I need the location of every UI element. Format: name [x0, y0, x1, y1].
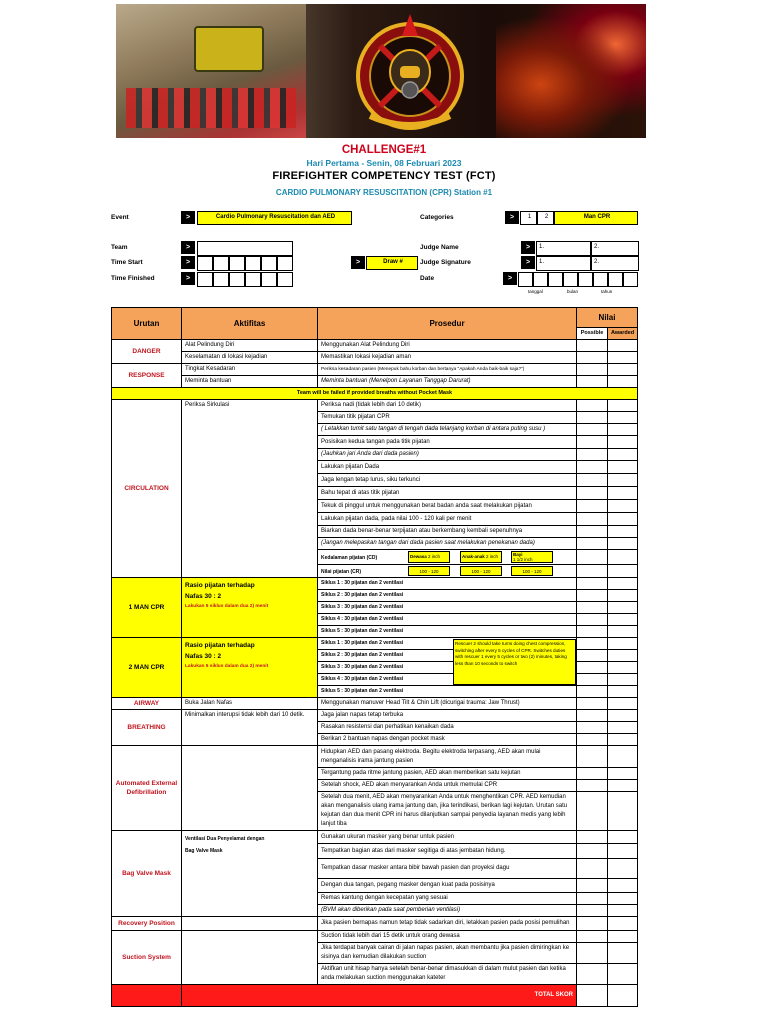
- total-awarded[interactable]: [608, 985, 638, 1007]
- score-awarded[interactable]: [608, 565, 638, 578]
- judge-name-label: Judge Name: [420, 244, 459, 251]
- recovery-activity: [182, 917, 318, 931]
- score-awarded[interactable]: [608, 674, 638, 686]
- section-danger: DANGER: [112, 340, 182, 364]
- time-start-h2[interactable]: [213, 256, 229, 271]
- aed-procedure: Setelah shock, AED akan menyarankan Anda untuk memulai CPR: [318, 780, 577, 792]
- score-possible[interactable]: [577, 424, 608, 436]
- score-possible[interactable]: [577, 578, 608, 590]
- score-possible[interactable]: [577, 831, 608, 844]
- breathing-procedure: Rasakan resistensi dan perhatikan kenaikan dada: [318, 722, 577, 734]
- section-aed: Automated External Defibrillation: [112, 746, 182, 831]
- title-block: [0, 143, 768, 200]
- draw-arrow: >: [351, 256, 365, 269]
- score-awarded[interactable]: [608, 487, 638, 500]
- score-awarded[interactable]: [608, 474, 638, 487]
- date-d2[interactable]: [533, 272, 548, 287]
- aed-procedure: Setelah dua menit, AED akan menyarankan Anda untuk menghentikan CPR. AED kemudian akan menganalisis ulang irama jantung dan, jika terindikasi, berikan lagi kejutan. Urutan satu kejutan dan dua menit CPR ini harus dilanjutkan sampai penyedia layanan medis yang lebih lanjut tiba: [318, 792, 577, 831]
- circulation-procedure: Tekuk di pinggul untuk menggunakan berat badan anda saat melakukan pijatan: [318, 500, 577, 513]
- circulation-procedure: ( Letakkan tumit satu tangan di tengah dada telanjang korban di antara puting susu ): [318, 424, 577, 436]
- section-recovery: Recovery Position: [112, 917, 182, 931]
- scoring-table: [111, 307, 638, 1007]
- date-y4[interactable]: [623, 272, 638, 287]
- judge-name-2[interactable]: 2.: [591, 241, 639, 256]
- score-possible[interactable]: [577, 722, 608, 734]
- breathing-procedure: Berikan 2 bantuan napas dengan pocket mask: [318, 734, 577, 746]
- circulation-procedure: Temukan titik pijatan CPR: [318, 412, 577, 424]
- score-possible[interactable]: [577, 638, 608, 650]
- depth-label: Kedalaman pijatan (CD): [321, 555, 378, 561]
- date-d1[interactable]: [518, 272, 533, 287]
- suction-procedure: Jika terdapat banyak cairan di jalan napas pasien, akan membantu jika pasien dimiringkan ke sisinya dan kemudian dilakukan suction: [318, 943, 577, 964]
- time-start-s2[interactable]: [277, 256, 293, 271]
- score-possible[interactable]: [577, 400, 608, 412]
- score-awarded[interactable]: [608, 538, 638, 550]
- score-awarded[interactable]: [608, 626, 638, 638]
- score-possible[interactable]: [577, 662, 608, 674]
- date-mo1[interactable]: [548, 272, 563, 287]
- judge-name-arrow: >: [521, 241, 535, 254]
- score-awarded[interactable]: [608, 352, 638, 364]
- category-option-1[interactable]: 1: [520, 211, 537, 225]
- category-value: Man CPR: [554, 211, 638, 225]
- bvm-procedure: Tempatkan bagian atas dari masker segitiga di atas jembatan hidung.: [318, 844, 577, 859]
- score-awarded[interactable]: [608, 364, 638, 376]
- rescuer-note: Rescuer 2 should take turns doing chest compression, switching after every 5 cycles of CPR. Switches duties with rescuer 1 every 5 cycles or two (2) minutes, taking less than 10 seconds to switch: [453, 639, 576, 685]
- depth-rate-block: [318, 550, 577, 565]
- airway-procedure: Menggunakan manuver Head Tilt & Chin Lift (dicurigai trauma: Jaw Thrust): [318, 698, 577, 710]
- bvm-procedure: (BVM akan diberikan pada saat pemberian ventilasi): [318, 905, 577, 917]
- rate-label: Nilai pijatan (CR): [321, 569, 362, 575]
- score-awarded[interactable]: [608, 831, 638, 844]
- danger-activity-2: Keselamatan di lokasi kejadian: [182, 352, 318, 364]
- section-suction: Suction System: [112, 931, 182, 985]
- score-awarded[interactable]: [608, 578, 638, 590]
- date-y1[interactable]: [578, 272, 593, 287]
- score-possible[interactable]: [577, 602, 608, 614]
- circulation-activity: Periksa Sirkulasi: [182, 400, 318, 578]
- score-awarded[interactable]: [608, 400, 638, 412]
- score-possible[interactable]: [577, 412, 608, 424]
- date-tanggal-caption: tanggal: [528, 289, 543, 294]
- suction-procedure: Aktifkan unit hisap hanya setelah benar-benar dimasukkan di dalam mulut pasien dan ketika anda melakukan suction menggunakan kateter: [318, 964, 577, 985]
- categories-label: Categories: [420, 214, 454, 221]
- score-possible[interactable]: [577, 686, 608, 698]
- score-possible[interactable]: [577, 931, 608, 943]
- response-procedure-1: Periksa kesadaran pasien (Menepuk bahu korban dan bertanya "Apakah Anda baik-baik saja?"): [318, 364, 577, 376]
- col-nilai: Nilai: [577, 308, 638, 328]
- score-possible[interactable]: [577, 943, 608, 964]
- bvm-procedure: Gunakan ukuran masker yang benar untuk pasien: [318, 831, 577, 844]
- score-possible[interactable]: [577, 844, 608, 859]
- rate-block: [318, 565, 577, 578]
- score-possible[interactable]: [577, 859, 608, 879]
- event-banner: [116, 4, 646, 138]
- depth-bayi: Bayi 1 1/2 inch: [511, 551, 553, 563]
- section-breathing: BREATHING: [112, 710, 182, 746]
- judge-name-1[interactable]: 1.: [536, 241, 591, 256]
- two-man-cycle: Siklus 3 : 30 pijatan dan 2 ventilasi: [318, 662, 577, 674]
- team-field[interactable]: [197, 241, 293, 256]
- time-finished-s2[interactable]: [277, 272, 293, 287]
- score-possible[interactable]: [577, 780, 608, 792]
- circulation-procedure: Bahu tepat di atas titik pijatan: [318, 487, 577, 500]
- date-y3[interactable]: [608, 272, 623, 287]
- time-start-arrow: >: [181, 256, 195, 269]
- response-activity-2: Meminta bantuan: [182, 376, 318, 388]
- challenge-title: CHALLENGE#1: [341, 144, 427, 156]
- score-awarded[interactable]: [608, 614, 638, 626]
- recovery-procedure: Jika pasien bernapas namun tetap tidak sadarkan diri, letakkan pasien pada posisi pemulihan: [318, 917, 577, 931]
- score-awarded[interactable]: [608, 780, 638, 792]
- day-subtitle: Hari Pertama - Senin, 08 Februari 2023: [306, 158, 462, 168]
- one-man-cycle: Siklus 1 : 30 pijatan dan 2 ventilasi: [318, 578, 577, 590]
- score-possible[interactable]: [577, 449, 608, 461]
- banner-machine: [194, 26, 264, 72]
- score-possible[interactable]: [577, 698, 608, 710]
- banner-swirl: [496, 4, 646, 138]
- section-airway: AIRWAY: [112, 698, 182, 710]
- score-possible[interactable]: [577, 792, 608, 831]
- one-man-cycle: Siklus 3 : 30 pijatan dan 2 ventilasi: [318, 602, 577, 614]
- event-arrow: >: [181, 211, 195, 224]
- score-possible[interactable]: [577, 538, 608, 550]
- score-possible[interactable]: [577, 487, 608, 500]
- fail-note: Team will be failed if provided breaths without Pocket Mask: [112, 388, 638, 400]
- time-start-m1[interactable]: [229, 256, 245, 271]
- total-possible[interactable]: [577, 985, 608, 1007]
- score-awarded[interactable]: [608, 500, 638, 513]
- score-possible[interactable]: [577, 500, 608, 513]
- col-urutan: Urutan: [112, 308, 182, 340]
- score-awarded[interactable]: [608, 376, 638, 388]
- two-man-cycle: Siklus 2 : 30 pijatan dan 2 ventilasi: [318, 650, 577, 662]
- score-awarded[interactable]: [608, 844, 638, 859]
- score-possible[interactable]: [577, 461, 608, 474]
- score-possible[interactable]: [577, 376, 608, 388]
- score-awarded[interactable]: [608, 340, 638, 352]
- score-awarded[interactable]: [608, 859, 638, 879]
- one-man-activity: Rasio pijatan terhadap Nafas 30 : 2 Lakukan 5 siklus dalam dua 2) menit: [182, 578, 318, 638]
- score-possible[interactable]: [577, 364, 608, 376]
- two-man-cycle: Siklus 1 : 30 pijatan dan 2 ventilasi Rescuer 2 should take turns doing chest compression, switching after every 5 cycles of CPR. Switches duties with rescuer 1 every 5 cycles or two (2) minutes, taking less than 10 seconds to switch: [318, 638, 577, 650]
- danger-activity-1: Alat Pelindung Diri: [182, 340, 318, 352]
- score-awarded[interactable]: [608, 590, 638, 602]
- col-aktifitas: Aktifitas: [182, 308, 318, 340]
- team-arrow: >: [181, 241, 195, 254]
- one-man-cycle: Siklus 5 : 30 pijatan dan 2 ventilasi: [318, 626, 577, 638]
- date-mo2[interactable]: [563, 272, 578, 287]
- circulation-procedure: (Jauhkan jari Anda dari dada pasien): [318, 449, 577, 461]
- danger-procedure-2: Memastikan lokasi kejadian aman: [318, 352, 577, 364]
- score-possible[interactable]: [577, 526, 608, 538]
- score-possible[interactable]: [577, 917, 608, 931]
- time-start-m2[interactable]: [245, 256, 261, 271]
- event-value: Cardio Pulmonary Resuscitation dan AED: [197, 211, 352, 225]
- circulation-procedure: (Jangan melepaskan tangan dari dada pasien saat melakukan penekanan dada): [318, 538, 577, 550]
- test-title: FIREFIGHTER COMPETENCY TEST (FCT): [272, 170, 496, 182]
- score-possible[interactable]: [577, 436, 608, 449]
- rate-dewasa: 100 - 120: [408, 566, 450, 576]
- score-awarded[interactable]: [608, 461, 638, 474]
- breathing-activity: Minimalkan interupsi tidak lebih dari 10 detik.: [182, 710, 318, 746]
- section-bvm: Bag Valve Mask: [112, 831, 182, 917]
- circulation-procedure: Lakukan pijatan Dada: [318, 461, 577, 474]
- score-awarded[interactable]: [608, 662, 638, 674]
- score-awarded[interactable]: [608, 424, 638, 436]
- time-start-h1[interactable]: [197, 256, 213, 271]
- score-awarded[interactable]: [608, 905, 638, 917]
- date-tahun-caption: tahun: [601, 289, 613, 294]
- categories-arrow: >: [505, 211, 519, 224]
- suction-procedure: Suction tidak lebih dari 15 detik untuk orang dewasa: [318, 931, 577, 943]
- time-finished-h1[interactable]: [197, 272, 213, 287]
- score-possible[interactable]: [577, 734, 608, 746]
- score-awarded[interactable]: [608, 917, 638, 931]
- score-awarded[interactable]: [608, 879, 638, 893]
- date-label: Date: [420, 275, 435, 282]
- score-awarded[interactable]: [608, 686, 638, 698]
- score-awarded[interactable]: [608, 436, 638, 449]
- two-man-cycle: Siklus 4 : 30 pijatan dan 2 ventilasi: [318, 674, 577, 686]
- col-possible: Possible: [577, 328, 608, 340]
- airway-activity: Buka Jalan Nafas: [182, 698, 318, 710]
- col-prosedur: Prosedur: [318, 308, 577, 340]
- depth-anak: Anak-anak 2 inch: [460, 551, 502, 563]
- time-finished-h2[interactable]: [213, 272, 229, 287]
- time-finished-label: Time Finished: [111, 275, 155, 282]
- score-awarded[interactable]: [608, 792, 638, 831]
- score-awarded[interactable]: [608, 722, 638, 734]
- time-finished-arrow: >: [181, 272, 195, 285]
- score-awarded[interactable]: [608, 638, 638, 650]
- score-awarded[interactable]: [608, 449, 638, 461]
- section-response: RESPONSE: [112, 364, 182, 388]
- score-awarded[interactable]: [608, 602, 638, 614]
- score-possible[interactable]: [577, 626, 608, 638]
- circulation-procedure: Biarkan dada benar-benar terpijatan atau berkembang kembali sepenuhnya: [318, 526, 577, 538]
- score-awarded[interactable]: [608, 768, 638, 780]
- score-possible[interactable]: [577, 710, 608, 722]
- judge-signature-arrow: >: [521, 256, 535, 269]
- one-man-cycle: Siklus 2 : 30 pijatan dan 2 ventilasi: [318, 590, 577, 602]
- draw-label: Draw #: [366, 256, 418, 270]
- response-procedure-2: Meminta bantuan (Menelpon Layanan Tanggap Darurat): [318, 376, 577, 388]
- response-activity-1: Tingkat Kesadaran: [182, 364, 318, 376]
- score-awarded[interactable]: [608, 893, 638, 905]
- score-possible[interactable]: [577, 746, 608, 768]
- team-label: Team: [111, 244, 128, 251]
- score-possible[interactable]: [577, 905, 608, 917]
- section-1-man-cpr: 1 MAN CPR: [112, 578, 182, 638]
- col-awarded: Awarded: [608, 328, 638, 340]
- danger-procedure-1: Menggunakan Alat Pelindung Diri: [318, 340, 577, 352]
- date-bulan-caption: bulan: [567, 289, 579, 294]
- section-2-man-cpr: 2 MAN CPR: [112, 638, 182, 698]
- suction-activity: [182, 931, 318, 985]
- score-possible[interactable]: [577, 340, 608, 352]
- two-man-activity: Rasio pijatan terhadap Nafas 30 : 2 Lakukan 5 siklus dalam dua 2) menit: [182, 638, 318, 698]
- score-possible[interactable]: [577, 879, 608, 893]
- judge-signature-2[interactable]: 2.: [591, 256, 639, 271]
- score-awarded[interactable]: [608, 513, 638, 526]
- score-awarded[interactable]: [608, 698, 638, 710]
- circulation-procedure: Periksa nadi (tidak lebih dari 10 detik): [318, 400, 577, 412]
- bvm-procedure: Tempatkan dasar masker antara bibir bawah pasien dan proyeksi dagu: [318, 859, 577, 879]
- date-y2[interactable]: [593, 272, 608, 287]
- aed-procedure: Hidupkan AED dan pasang elektroda. Begitu elektroda terpasang, AED akan mulai menganalisis irama jantung pasien: [318, 746, 577, 768]
- time-finished-s1[interactable]: [261, 272, 277, 287]
- score-awarded[interactable]: [608, 746, 638, 768]
- judge-signature-label: Judge Signature: [420, 259, 471, 266]
- section-circulation: CIRCULATION: [112, 400, 182, 578]
- score-possible[interactable]: [577, 614, 608, 626]
- bvm-activity: Ventilasi Dua Penyelamat dengan Bag Valve Mask: [182, 831, 318, 917]
- rate-anak: 100 - 120: [460, 566, 502, 576]
- score-possible[interactable]: [577, 768, 608, 780]
- score-awarded[interactable]: [608, 734, 638, 746]
- time-finished-m1[interactable]: [229, 272, 245, 287]
- firefighter-emblem-icon: [340, 6, 480, 136]
- circulation-procedure: Jaga lengan tetap lurus, siku terkunci: [318, 474, 577, 487]
- score-possible[interactable]: [577, 474, 608, 487]
- two-man-cycle: Siklus 5 : 30 pijatan dan 2 ventilasi: [318, 686, 577, 698]
- total-score-label: TOTAL SKOR: [182, 985, 577, 1007]
- score-awarded[interactable]: [608, 931, 638, 943]
- score-awarded[interactable]: [608, 412, 638, 424]
- score-possible[interactable]: [577, 513, 608, 526]
- circulation-procedure: Posisikan kedua tangan pada titik pijatan: [318, 436, 577, 449]
- score-possible[interactable]: [577, 674, 608, 686]
- score-awarded[interactable]: [608, 650, 638, 662]
- judge-signature-1[interactable]: 1.: [536, 256, 591, 271]
- one-man-cycle: Siklus 4 : 30 pijatan dan 2 ventilasi: [318, 614, 577, 626]
- circulation-procedure: Lakukan pijatan dada, pada nilai 100 - 120 kali per menit: [318, 513, 577, 526]
- score-possible[interactable]: [577, 650, 608, 662]
- score-awarded[interactable]: [608, 943, 638, 964]
- score-awarded[interactable]: [608, 526, 638, 538]
- depth-dewasa: Dewasa 2 inch: [408, 551, 450, 563]
- bvm-procedure: Dengan dua tangan, pegang masker dengan kuat pada posisinya: [318, 879, 577, 893]
- banner-crowd: [126, 88, 296, 128]
- score-possible[interactable]: [577, 565, 608, 578]
- score-possible[interactable]: [577, 893, 608, 905]
- score-awarded[interactable]: [608, 710, 638, 722]
- score-awarded[interactable]: [608, 964, 638, 985]
- score-possible[interactable]: [577, 964, 608, 985]
- category-option-2[interactable]: 2: [537, 211, 554, 225]
- time-finished-m2[interactable]: [245, 272, 261, 287]
- score-awarded[interactable]: [608, 550, 638, 565]
- time-start-s1[interactable]: [261, 256, 277, 271]
- rate-bayi: 100 - 120: [511, 566, 553, 576]
- aed-activity: [182, 746, 318, 831]
- bvm-procedure: Remas kantung dengan kecepatan yang sesuai: [318, 893, 577, 905]
- score-possible[interactable]: [577, 590, 608, 602]
- aed-procedure: Tergantung pada ritme jantung pasien, AED akan memberikan satu kejutan: [318, 768, 577, 780]
- time-start-label: Time Start: [111, 259, 143, 266]
- event-label: Event: [111, 214, 129, 221]
- total-spacer: [112, 985, 182, 1007]
- breathing-procedure: Jaga jalan napas tetap terbuka: [318, 710, 577, 722]
- station-title: CARDIO PULMONARY RESUSCITATION (CPR) Station #1: [275, 188, 493, 197]
- score-possible[interactable]: [577, 352, 608, 364]
- date-arrow: >: [503, 272, 517, 285]
- score-possible[interactable]: [577, 550, 608, 565]
